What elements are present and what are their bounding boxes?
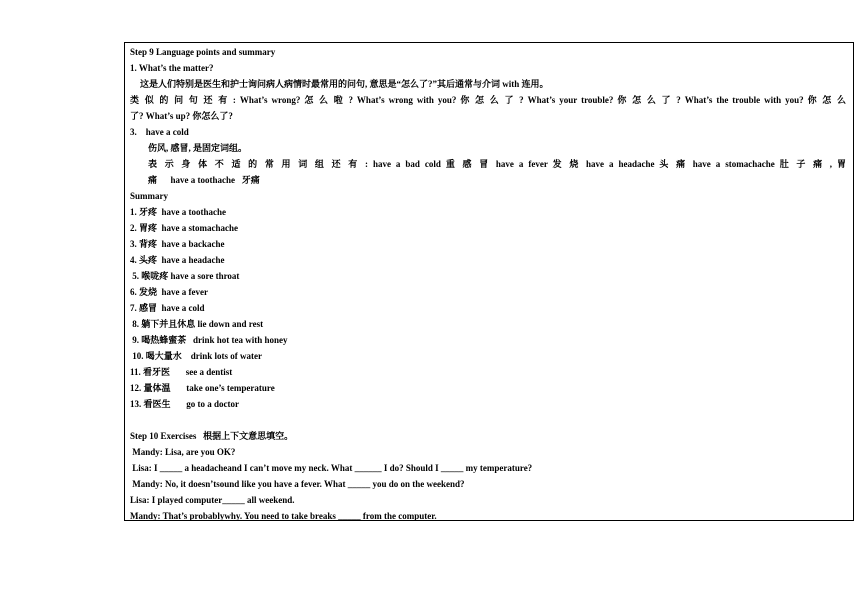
summary-item: 10. 喝大量水 drink lots of water	[130, 351, 262, 361]
dialogue-line: Lisa: I _____ a headacheand I can’t move my neck. What ______ I do? Should I _____ my temperature?	[130, 463, 533, 473]
summary-item: 9. 喝热蜂蜜茶 drink hot tea with honey	[130, 335, 288, 345]
summary-item: 6. 发烧 have a fever	[130, 287, 208, 297]
summary-item: 2. 胃疼 have a stomachache	[130, 223, 238, 233]
step9-title: Step 9 Language points and summary	[130, 47, 276, 57]
summary-item: 7. 感冒 have a cold	[130, 303, 205, 313]
summary-item: 11. 看牙医 see a dentist	[130, 367, 233, 377]
point3-phrases-line2: 痛 have a toothache 牙痛	[148, 175, 260, 185]
summary-item: 8. 躺下并且休息 lie down and rest	[130, 319, 264, 329]
step10-title: Step 10 Exercises 根据上下文意思填空。	[130, 431, 294, 441]
summary-heading: Summary	[130, 191, 168, 201]
point3-explanation: 伤风, 感冒, 是固定词组。	[148, 143, 248, 153]
point3-heading: 3. have a cold	[130, 127, 189, 137]
similar-questions-line2: 了? What’s up? 你怎么了?	[130, 111, 233, 121]
dialogue-line: Mandy: Lisa, are you OK?	[130, 447, 236, 457]
point1-heading: 1. What’s the matter?	[130, 63, 214, 73]
similar-questions-line1: 类 似 的 问 句 还 有 : What’s wrong? 怎 么 啦 ? What’s wrong with you? 你 怎 么 了 ? What’s your trouble? 你 怎 么 了 ? What’s the trouble with you? 你 怎 么	[130, 95, 846, 105]
dialogue-line: Mandy: That’s probablywhy. You need to take breaks _____ from the computer.	[130, 511, 437, 521]
dialogue-line: Mandy: No, it doesn’tsound like you have a fever. What _____ you do on the weekend?	[130, 479, 465, 489]
summary-item: 1. 牙疼 have a toothache	[130, 207, 226, 217]
point3-phrases-line1: 表 示 身 体 不 适 的 常 用 词 组 还 有 : have a bad cold 重 感 冒 have a fever 发 烧 have a headache 头 痛 have a stomachache 肚 子 痛 , 胃	[148, 159, 846, 169]
summary-item: 4. 头疼 have a headache	[130, 255, 225, 265]
summary-item: 13. 看医生 go to a doctor	[130, 399, 239, 409]
dialogue-line: Lisa: I played computer_____ all weekend.	[130, 495, 295, 505]
summary-item: 5. 喉咙疼 have a sore throat	[130, 271, 240, 281]
summary-item: 12. 量体温 take one’s temperature	[130, 383, 275, 393]
summary-item: 3. 背疼 have a backache	[130, 239, 225, 249]
point1-explanation: 这是人们特别是医生和护士询问病人病情时最常用的问句, 意思是“怎么了?”其后通常与介词 with 连用。	[140, 79, 549, 89]
